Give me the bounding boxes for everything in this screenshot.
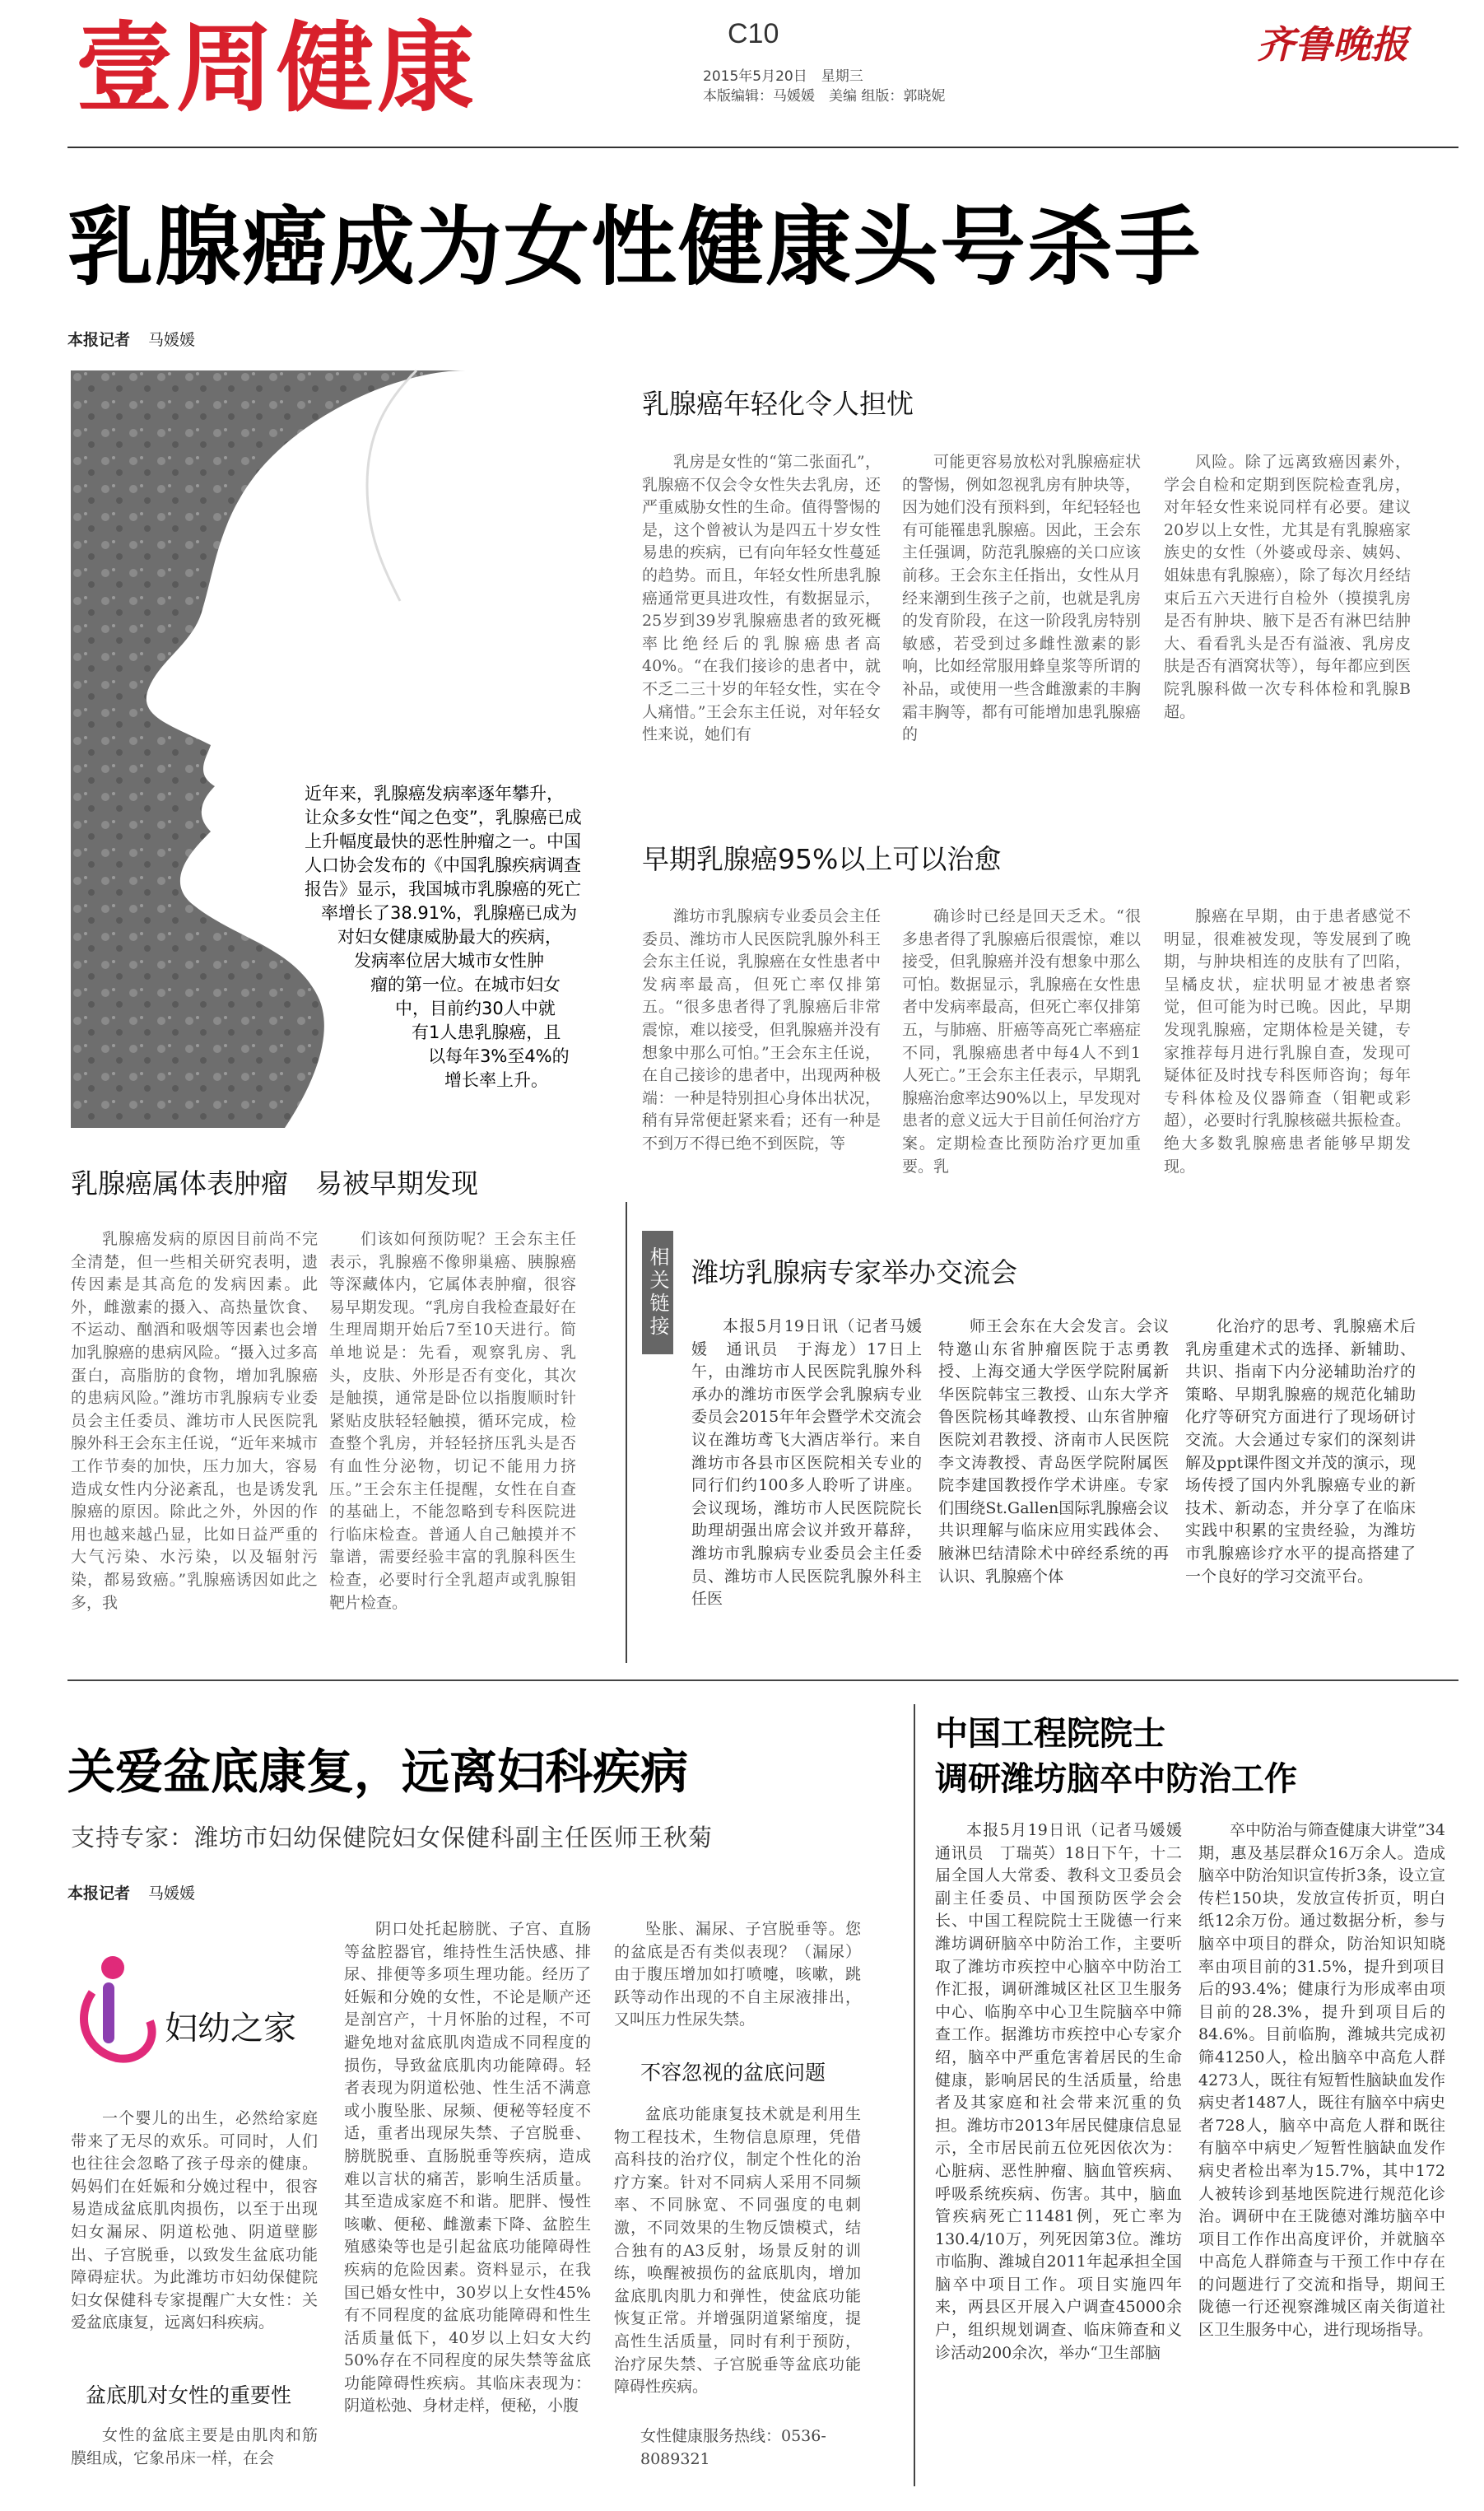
- sec4-col-1: 本报5月19日讯（记者马媛媛 通讯员 于海龙）17日上午，由潍坊市人民医院乳腺外科承办的潍坊市医学会乳腺病专业委员会2015年年会暨学术交流会议在潍坊鸢飞大酒店举行。来自潍坊市各县市区医院相关专业的同行们约100多人聆听了讲座。会议现场，潍坊市人民医院院长助理胡强出席会议并致开幕辞，潍坊市乳腺病专业委员会主任委员、潍坊市人民医院乳腺外科主任医: [691, 1317, 922, 1609]
- section-divider: [67, 1679, 1458, 1681]
- section-title-youth: 乳腺癌年轻化令人担忧: [642, 388, 914, 420]
- section-title-exchange-meeting: 潍坊乳腺病专家举办交流会: [691, 1256, 1017, 1288]
- article3-headline-line2: 调研潍坊脑卒中防治工作: [935, 1760, 1297, 1798]
- intro-line: 近年来，乳腺癌发病率逐年攀升，: [305, 784, 564, 804]
- article2-headline: 关爱盆底康复，远离妇科疾病: [67, 1744, 689, 1800]
- intro-line: 报告》显示，我国城市乳腺癌的死亡: [305, 879, 581, 899]
- sec1-col-1: 乳房是女性的“第二张面孔”，乳腺癌不仅会令女性失去乳房，还严重威胁女性的生命。值得警惕的是，这个曾被认为是四五十岁女性易患的疾病，已有向年轻女性蔓延的趋势。而且，年轻女性所患乳腺癌通常更具进攻性，有数据显示，25岁到39岁乳腺癌患者的致死概率比绝经后的乳腺癌患者高40%。“在我们接诊的患者中，就不乏二三十岁的年轻女性，实在令人痛惜。”王会东主任说，对年轻女性来说，她们有: [642, 453, 881, 744]
- masthead-title: 壹周健康: [76, 12, 478, 125]
- editor-line: 本版编辑：马媛媛 美编 组版：郭晓妮: [703, 88, 946, 105]
- byline-name: 马媛媛: [148, 1884, 196, 1903]
- intro-line: 让众多女性“闻之色变”，乳腺癌已成: [305, 808, 582, 827]
- main-headline: 乳腺癌成为女性健康头号杀手: [67, 197, 1203, 297]
- column-logo-title: 妇幼之家: [165, 2010, 296, 2047]
- intro-line: 人口协会发布的《中国乳腺疾病调查: [305, 855, 581, 875]
- article3-headline-line1: 中国工程院院士: [935, 1715, 1165, 1753]
- sec4-col-3: 化治疗的思考、乳腺癌术后乳房重建术式的选择、新辅助、共识、指南下内分泌辅助治疗的策略、早期乳腺癌的规范化辅助化疗等研究方面进行了现场研讨交流。大会通过专家们的深刻讲解及ppt课件图文并茂的演示，现场传授了国内外乳腺癌专业的新技术、新动态，并分享了在临床实践中积累的宝贵经验，为潍坊市乳腺癌诊疗水平的提高搭建了一个良好的学习交流平台。: [1185, 1317, 1416, 1586]
- sec1-col-2: 可能更容易放松对乳腺癌症状的警惕，例如忽视乳房有肿块等，因为她们没有预料到，年纪轻轻也有可能罹患乳腺癌。因此，王会东主任强调，防范乳腺癌的关口应该前移。王会东主任指出，女性从月经来潮到生孩子之前，也就是乳房的发育阶段，在这一阶段乳房特别敏感，若受到过多雌性激素的影响，比如经常服用蜂皇浆等所谓的补品，或使用一些含雌激素的丰胸霜丰胸等，都有可能增加患乳腺癌的: [902, 453, 1141, 744]
- byline-label: 本报记者: [67, 1884, 131, 1903]
- intro-line: 对妇女健康威胁最大的疾病，: [337, 927, 562, 947]
- sec3-col-1: 乳腺癌发病的原因目前尚不完全清楚，但一些相关研究表明，遗传因素是其高危的发病因素。此外，雌激素的摄入、高热量饮食、不运动、酗酒和吸烟等因素也会增加乳腺癌的患病风险。“摄入过多高蛋白，高脂肪的食物，增加乳腺癌的患病风险。”潍坊市乳腺病专业委员会主任委员、潍坊市人民医院乳腺外科王会东主任说，“近年来城市工作节奏的加快，压力加大，容易造成女性内分泌紊乱，也是诱发乳腺癌的原因。除此之外，外因的作用也越来越凸显，比如日益严重的大气污染、水污染，以及辐射污染，都易致癌。”乳腺癌诱因如此之多，我: [71, 1230, 318, 1612]
- article2-col-2: 阴口处托起膀胱、子宫、直肠等盆腔器官，维持性生活快感、排尿、排便等多项生理功能。经历了妊娠和分娩的女性，不论是顺产还是剖宫产，十月怀胎的过程，不可避免地对盆底肌肉造成不同程度的损伤，导致盆底肌肉功能障碍。轻者表现为阴道松弛、性生活不满意或小腹坠胀、尿频、便秘等轻度不适，重者出现尿失禁、子宫脱垂、膀胱脱垂、直肠脱垂等疾病，造成难以言状的痛苦，影响生活质量。其至造成家庭不和谐。肥胖、慢性咳嗽、便秘、雌激素下降、盆腔生殖感染等也是引起盆底功能障碍性疾病的危险因素。资料显示，在我国已婚女性中，30岁以上女性45%有不同程度的盆底功能障碍和性生活质量低下，40岁以上妇女大约50%存在不同程度的尿失禁等盆底功能障碍性疾病。其临床表现为：阴道松弛、身材走样，便秘，小腹: [344, 1920, 591, 2415]
- related-link-label: 相关链接: [642, 1231, 673, 1354]
- section-title-early-cure: 早期乳腺癌95%以上可以治愈: [642, 843, 1002, 875]
- mother-child-icon: [67, 1943, 166, 2066]
- page-number: C10: [728, 18, 779, 49]
- intro-line: 中，目前约30人中就: [395, 999, 556, 1018]
- health-hotline: 女性健康服务热线：0536-8089321: [640, 2427, 826, 2468]
- article2-subhead-pelvic-problems: 不容忽视的盆底问题: [640, 2061, 826, 2085]
- byline-label: 本报记者: [67, 331, 131, 349]
- sec2-col-2: 确诊时已经是回天乏术。“很多患者得了乳腺癌后很震惊，难以接受，但乳腺癌并没有想象中那么可怕。数据显示，乳腺癌在女性患者中发病率最高，但死亡率仅排第五，与肺癌、肝癌等高死亡率癌症不同，乳腺癌患者中每4人不到1人死亡。”王会东主任表示，早期乳腺癌治愈率达90%以上，早发现对患者的意义远大于目前任何治疗方案。定期检查比预防治疗更加重要。乳: [902, 907, 1141, 1176]
- date-line: 2015年5月20日 星期三: [703, 68, 863, 85]
- article2-col-3-top: 坠胀、漏尿、子宫脱垂等。您的盆底是否有类似表现？（漏尿）由于腹压增加如打喷嚏，咳嗽，跳跃等动作出现的不自主尿液排出，又叫压力性尿失禁。: [614, 1920, 861, 2029]
- related-divider: [626, 1202, 627, 1663]
- intro-line: 有1人患乳腺癌，且: [412, 1023, 561, 1042]
- article2-support-expert: 支持专家：潍坊市妇幼保健院妇女保健科副主任医师王秋菊: [71, 1824, 714, 1852]
- header-rule: [67, 147, 1458, 148]
- section-title-surface-tumor: 乳腺癌属体表肿瘤 易被早期发现: [71, 1167, 478, 1200]
- sec3-col-2: 们该如何预防呢？王会东主任表示，乳腺癌不像卵巢癌、胰腺癌等深藏体内，它属体表肿瘤，很容易早期发现。“乳房自我检查最好在生理周期开始后7至10天进行。简单地说是：先看，观察乳房、乳头，皮肤、外形是否有变化，其次是触摸，通常是卧位以指腹顺时针紧贴皮肤轻轻触摸，循环完成，检查整个乳房，并轻轻挤压乳头是否有血性分泌物，切记不能用力挤压。”王会东主任提醒，女性在自查的基础上，不能忽略到专科医院进行临床检查。普通人自己触摸并不靠谱，需要经验丰富的乳腺科医生检查，必要时行全乳超声或乳腺钼靶片检查。: [329, 1230, 576, 1612]
- article3-col-2: 卒中防治与筛查健康大讲堂”34期，惠及基层群众16万余人。造成脑卒中防治知识宣传折3条，设立宣传栏150块，发放宣传折页，明白纸12余万份。通过数据分析，参与脑卒中项目的群众，防治知识知晓率由项目前的31.5%，提升到项目后的93.4%；健康行为形成率由项目前的28.3%，提升到项目后的84.6%。目前临朐，潍城共完成初筛41250人，检出脑卒中高危人群4273人，既往有短暂性脑缺血发作病史者1487人，既往有脑卒中病史者728人，脑卒中高危人群和既往有脑卒中病史／短暂性脑缺血发作病史者检出率为15.7%，其中172人被转诊到基地医院进行规范化诊治。调研中在王陇德对潍坊脑卒中项目工作作出高度评价，并就脑卒中高危人群筛查与干预工作中存在的问题进行了交流和指导，期间王陇德一行还视察潍城区南关街道社区卫生服务中心，进行现场指导。: [1198, 1821, 1445, 2340]
- sec4-col-2: 师王会东在大会发言。会议特邀山东省肿瘤医院于志勇教授、上海交通大学医学院附属新华医院韩宝三教授、山东大学齐鲁医院杨其峰教授、山东省肿瘤医院刘君教授、济南市人民医院李文涛教授、青岛医学院附属医院李建国教授作学术讲座。专家们围绕St.Gallen国际乳腺癌会议共识理解与临床应用实践体会、腋淋巴结清除术中碎经系统的再认识、乳腺癌个体: [938, 1317, 1169, 1586]
- article2-col-1: 一个婴儿的出生，必然给家庭带来了无尽的欢乐。可同时，人们也往往会忽略了孩子母亲的健康。妈妈们在妊娠和分娩过程中，很容易造成盆底肌肉损伤，以至于出现妇女漏尿、阴道松弛、阴道壁膨出、子宫脱垂，以致发生盆底功能障碍症状。为此潍坊市妇幼保健院妇女保健科专家提醒广大女性：关爱盆底康复，远离妇科疾病。: [71, 2109, 318, 2332]
- newspaper-logo: 齐鲁晚报: [1257, 22, 1408, 67]
- intro-text: [305, 782, 601, 1092]
- article2-col-3: 盆底功能康复技术就是利用生物工程技术，生物信息原理，凭借高科技的治疗仪，制定个性化的治疗方案。针对不同病人采用不同频率、不同脉宽、不同强度的电刺激，不同效果的生物反馈模式，结合独有的A3反射，场景反射的训练，唤醒被损伤的盆底肌肉，增加盆底肌肉肌力和弹性，使盆底功能恢复正常。并增强阴道紧缩度，提高性生活质量，同时有利于预防，治疗尿失禁、子宫脱垂等盆底功能障碍性疾病。: [614, 2105, 861, 2397]
- article2-byline: [67, 1881, 195, 1903]
- article3-divider: [914, 1704, 915, 2486]
- article2-col-1-tail: 女性的盆底主要是由肌肉和筋膜组成，它象吊床一样，在会: [71, 2426, 318, 2467]
- intro-line: 瘤的第一位。在城市妇女: [370, 975, 561, 995]
- intro-line: 上升幅度最快的恶性肿瘤之一。中国: [305, 832, 581, 851]
- intro-line: 以每年3%至4%的: [428, 1046, 570, 1066]
- article2-subhead-pelvic-importance: 盆底肌对女性的重要性: [86, 2383, 292, 2407]
- sec1-col-3: 风险。除了远离致癌因素外，学会自检和定期到医院检查乳房，对年轻女性来说同样有必要。建议20岁以上女性，尤其是有乳腺癌家族史的女性（外婆或母亲、姨妈、姐妹患有乳腺癌），除了每次月经结束后五六天进行自检外（摸摸乳房是否有肿块、腋下是否有淋巴结肿大、看看乳头是否有溢液、乳房皮肤是否有酒窝状等），每年都应到医院乳腺科做一次专科体检和乳腺B超。: [1164, 453, 1411, 721]
- intro-line: 发病率位居大城市女性肿: [354, 951, 544, 971]
- intro-line: 增长率上升。: [444, 1070, 548, 1090]
- column-logo: [67, 1943, 380, 2066]
- intro-line: 率增长了38.91%，乳腺癌已成为: [321, 903, 578, 923]
- byline-name: 马媛媛: [148, 331, 196, 349]
- sec2-col-1: 潍坊市乳腺病专业委员会主任委员、潍坊市人民医院乳腺外科王会东主任说，乳腺癌在女性患者中发病率最高，但死亡率仅排第五。“很多患者得了乳腺癌后非常震惊，难以接受，但乳腺癌并没有想象中那么可怕。”王会东主任说，在自己接诊的患者中，出现两种极端：一种是特别担心身体出状况，稍有异常便赶紧来看；还有一种是不到万不得已绝不到医院，等: [642, 907, 881, 1153]
- sec2-col-3: 腺癌在早期，由于患者感觉不明显，很难被发现，等发展到了晚期，与肿块相连的皮肤有了凹陷，呈橘皮状，症状明显才被患者察觉，但可能为时已晚。因此，早期发现乳腺癌，定期体检是关键，专家推荐每月进行乳腺自查，发现可疑体征及时找专科医师咨询；每年专科体检及仪器筛查（钼靶或彩超），必要时行乳腺核磁共振检查。绝大多数乳腺癌患者能够早期发现。: [1164, 907, 1411, 1176]
- article3-col-1: 本报5月19日讯（记者马媛媛 通讯员 丁瑞英）18日下午，十二届全国人大常委、教科文卫委员会副主任委员、中国预防医学会会长、中国工程院院士王陇德一行来潍坊调研脑卒中防治工作，主要听取了潍坊市疾控中心脑卒中防治工作汇报，调研潍城区社区卫生服务中心、临朐卒中心卫生院脑卒中筛查工作。据潍坊市疾控中心专家介绍，脑卒中严重危害着居民的生命健康，影响居民的生活质量，给患者及其家庭和社会带来沉重的负担。潍坊市2013年居民健康信息显示，全市居民前五位死因依次为：心脏病、恶性肿瘤、脑血管疾病、呼吸系统疾病、伤害。其中，脑血管疾病死亡11481例，死亡率为130.4/10万，列死因第3位。潍坊市临朐、潍城自2011年起承担全国脑卒中项目工作。项目实施四年来，两县区开展入户调查45000余户，组织规划调查、临床筛查和义诊活动200余次，举办“卫生部脑: [935, 1821, 1198, 2362]
- main-byline: [67, 328, 195, 350]
